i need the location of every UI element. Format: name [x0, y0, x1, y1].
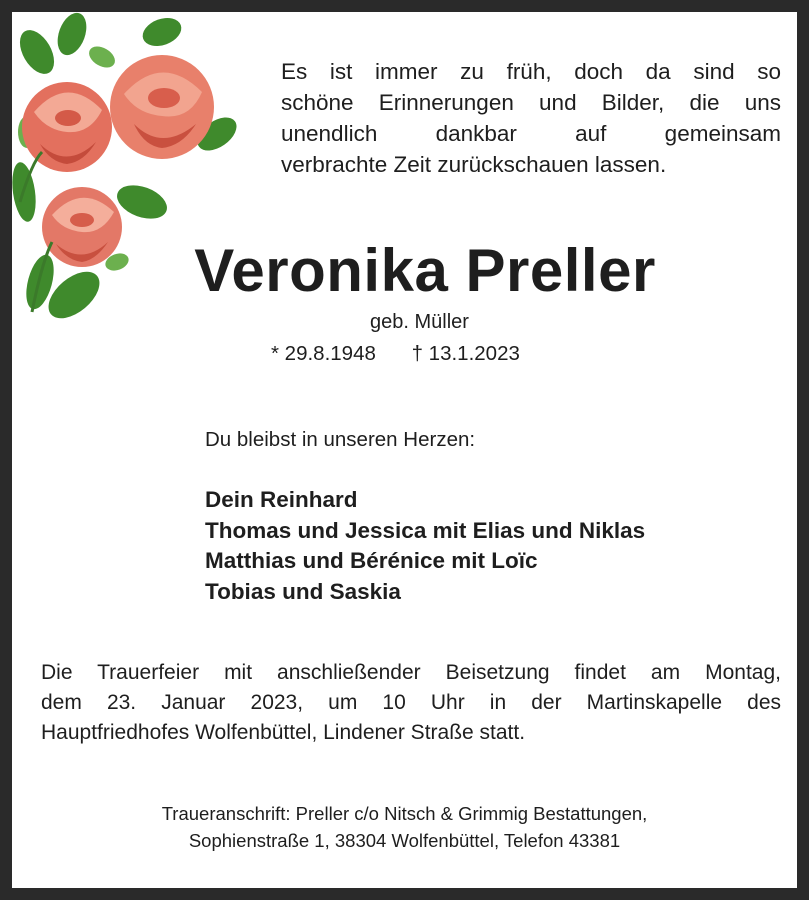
mourners-list [205, 485, 645, 607]
birth-name: geb. Müller [370, 311, 469, 333]
death-date: † 13.1.2023 [411, 342, 520, 365]
ceremony-line: Die Trauerfeier mit anschließender Beisetzung findet am Montag, [41, 661, 781, 684]
ceremony-line: dem 23. Januar 2023, um 10 Uhr in der Martinskapelle des [41, 691, 781, 714]
quote-line: schöne Erinnerungen und Bilder, die uns [281, 90, 781, 115]
deceased-name: Veronika Preller [194, 237, 656, 304]
mourning-address [12, 800, 797, 854]
ceremony-line: Hauptfriedhofes Wolfenbüttel, Lindener Straße statt. [41, 721, 526, 744]
quote-line: unendlich dankbar auf gemeinsam [281, 121, 781, 146]
obituary-card [12, 12, 797, 888]
quote-line: Es ist immer zu früh, doch da sind so [281, 59, 781, 84]
mourner-name: Dein Reinhard [205, 487, 358, 512]
mourner-name: Thomas und Jessica mit Elias und Niklas [205, 517, 646, 543]
birth-date: * 29.8.1948 [271, 342, 376, 365]
address-line: Sophienstraße 1, 38304 Wolfenbüttel, Telefon 43381 [188, 830, 621, 851]
quote-line: verbrachte Zeit zurückschauen lassen. [281, 152, 667, 177]
mourner-name: Matthias und Bérénice mit Loïc [205, 548, 538, 573]
address-line: Traueranschrift: Preller c/o Nitsch & Grimmig Bestattungen, [161, 803, 648, 824]
ceremony-notice [41, 658, 781, 748]
life-dates [271, 341, 520, 367]
mourners-intro: Du bleibst in unseren Herzen: [205, 428, 476, 451]
mourner-name: Tobias und Saskia [205, 578, 401, 604]
quote-text [281, 56, 781, 180]
